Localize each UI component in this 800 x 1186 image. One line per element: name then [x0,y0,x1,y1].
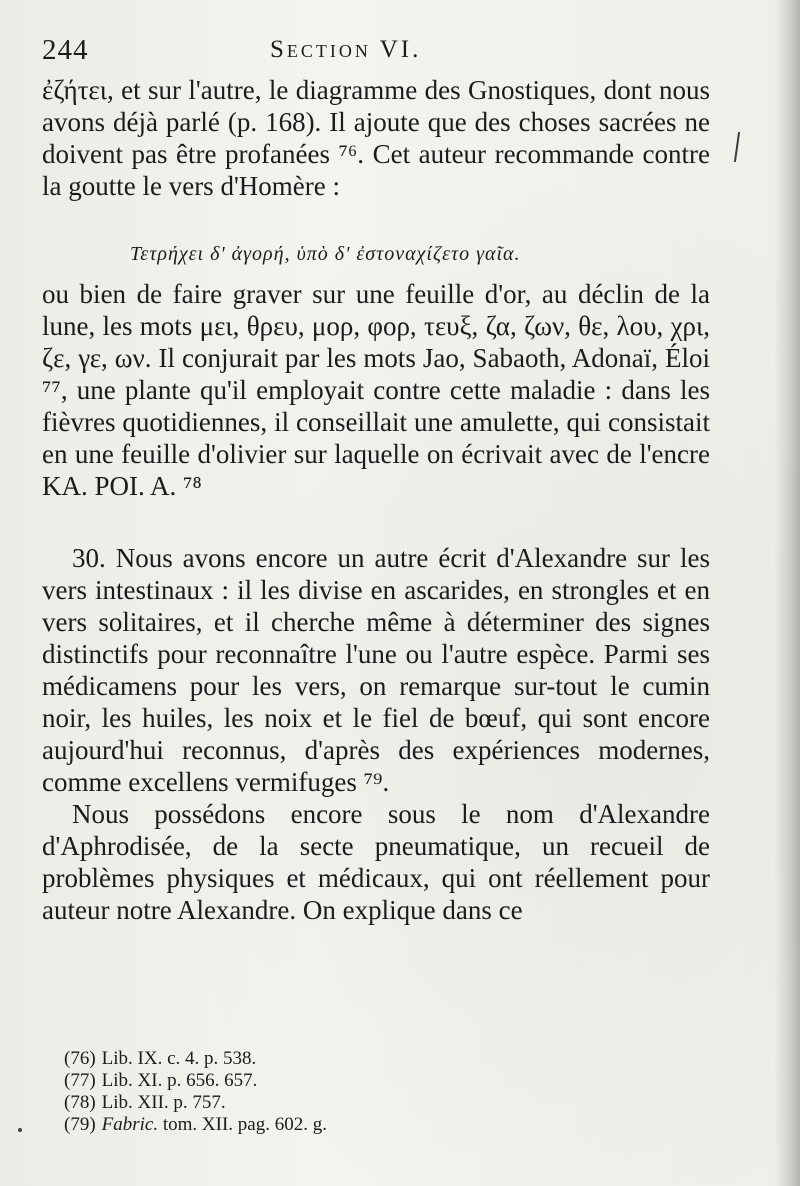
page-number: 244 [42,34,89,66]
running-head: Section VI. [270,36,422,63]
page-header [42,34,702,70]
footnote-76 [64,1048,564,1070]
footnote-text: Lib. XI. p. 656. 657. [101,1070,258,1091]
footnote-number: (79) [64,1114,96,1135]
footnote-number: (78) [64,1092,96,1113]
footnote-number: (77) [64,1070,96,1091]
footnote-79 [64,1114,564,1136]
greek-verse: Τετρήχει δ' ἀγορή, ὑπὸ δ' ἐστοναχίζετο γαῖα. [130,243,521,265]
page-shadow-edge [774,0,800,1186]
paragraph-1: ἐζήτει, et sur l'autre, le diagramme des Gnostiques, dont nous avons déjà parlé (p. 168). Il ajoute que des choses sacrées ne doivent pas être profanées ⁷⁶. Cet auteur recommande contre la goutte le vers d'Homère : [42,75,710,201]
paragraph-3: 30. Nous avons encore un autre écrit d'Alexandre sur les vers intestinaux : il les divise en ascarides, en strongles et en vers solitaires, et il cherche même à déterminer des signes distinctifs pour reconnaître l'une ou l'autre espèce. Parmi ses médicamens pour les vers, on remarque sur-tout le cumin noir, les huiles, les noix et le fiel de bœuf, qui sont encore aujourd'hui reconnus, d'après des expériences modernes, comme excellens vermifuges ⁷⁹. [42,543,710,797]
ink-speck [18,1128,22,1132]
footnote-number: (76) [64,1048,96,1069]
footnote-text: tom. XII. pag. 602. g. [158,1114,327,1135]
margin-mark [734,132,740,162]
footnote-text: Lib. XII. p. 757. [101,1092,226,1113]
footnote-text: Lib. IX. c. 4. p. 538. [101,1048,257,1069]
footnote-78 [64,1092,564,1114]
paragraph-gap [42,502,710,542]
paragraph-4: Nous possédons encore sous le nom d'Alexandre d'Aphrodisée, de la secte pneumatique, un recueil de problèmes physiques et médicaux, qui ont réellement pour auteur notre Alexandre. On explique dans ce [42,799,710,925]
footnotes [64,1048,564,1136]
footnote-italic-text: Fabric. [101,1114,159,1135]
body-text [42,74,710,926]
paragraph-2: ou bien de faire graver sur une feuille d'or, au déclin de la lune, les mots μει, θρευ, μορ, φορ, τευξ, ζα, ζων, θε, λου, χρι, ζε, γε, ων. Il conjurait par les mots Jao, Sabaoth, Adonaï, Éloi ⁷⁷, une plante qu'il employait contre cette maladie : dans les fièvres quotidiennes, il conseillait une amulette, qui consistait en une feuille d'olivier sur laquelle on écrivait avec de l'encre KA. POI. A. ⁷⁸ [42,279,710,501]
footnote-77 [64,1070,564,1092]
